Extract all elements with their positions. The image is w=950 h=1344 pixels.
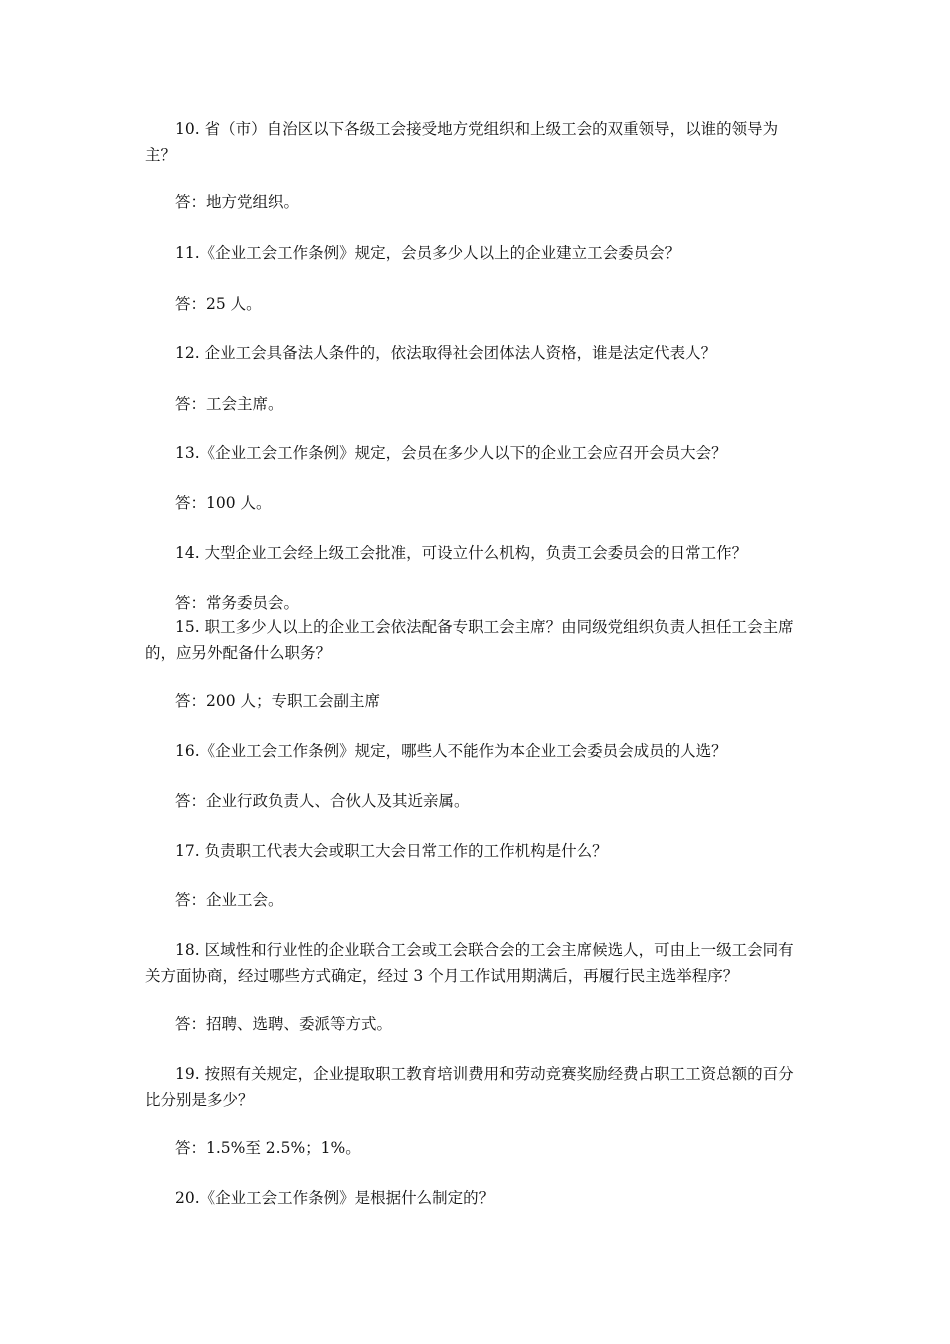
answer-13: 答：100 人。	[175, 494, 272, 512]
answer-17: 答：企业工会。	[175, 891, 284, 909]
question-12: 12. 企业工会具备法人条件的，依法取得社会团体法人资格，谁是法定代表人？	[175, 344, 717, 362]
answer-10: 答：地方党组织。	[175, 193, 300, 211]
question-16: 16.《企业工会工作条例》规定，哪些人不能作为本企业工会委员会成员的人选？	[175, 742, 727, 760]
question-10: 10. 省（市）自治区以下各级工会接受地方党组织和上级工会的双重领导，以谁的领导为主？	[145, 120, 779, 164]
question-11: 11.《企业工会工作条例》规定，会员多少人以上的企业建立工会委员会？	[175, 244, 681, 262]
question-15: 15. 职工多少人以上的企业工会依法配备专职工会主席？由同级党组织负责人担任工会主席的，应另外配备什么职务？	[145, 618, 794, 662]
question-17: 17. 负责职工代表大会或职工大会日常工作的工作机构是什么？	[175, 842, 608, 860]
answer-12: 答：工会主席。	[175, 395, 284, 413]
answer-15: 答：200 人；专职工会副主席	[175, 692, 381, 710]
answer-11: 答：25 人。	[175, 295, 262, 313]
question-14: 14. 大型企业工会经上级工会批准，可设立什么机构，负责工会委员会的日常工作？	[175, 544, 748, 562]
answer-18: 答：招聘、选聘、委派等方式。	[175, 1015, 393, 1033]
question-18: 18. 区域性和行业性的企业联合工会或工会联合会的工会主席候选人，可由上一级工会同有关方面协商，经过哪些方式确定，经过 3 个月工作试用期满后，再履行民主选举程序？	[145, 941, 794, 985]
answer-14: 答：常务委员会。	[175, 594, 300, 612]
question-19: 19. 按照有关规定，企业提取职工教育培训费用和劳动竞赛奖励经费占职工工资总额的百分比分别是多少？	[145, 1065, 794, 1109]
question-13: 13.《企业工会工作条例》规定，会员在多少人以下的企业工会应召开会员大会？	[175, 444, 727, 462]
question-20: 20.《企业工会工作条例》是根据什么制定的？	[175, 1189, 495, 1207]
answer-16: 答：企业行政负责人、合伙人及其近亲属。	[175, 792, 470, 810]
answer-19: 答：1.5%至 2.5%；1%。	[175, 1139, 361, 1157]
